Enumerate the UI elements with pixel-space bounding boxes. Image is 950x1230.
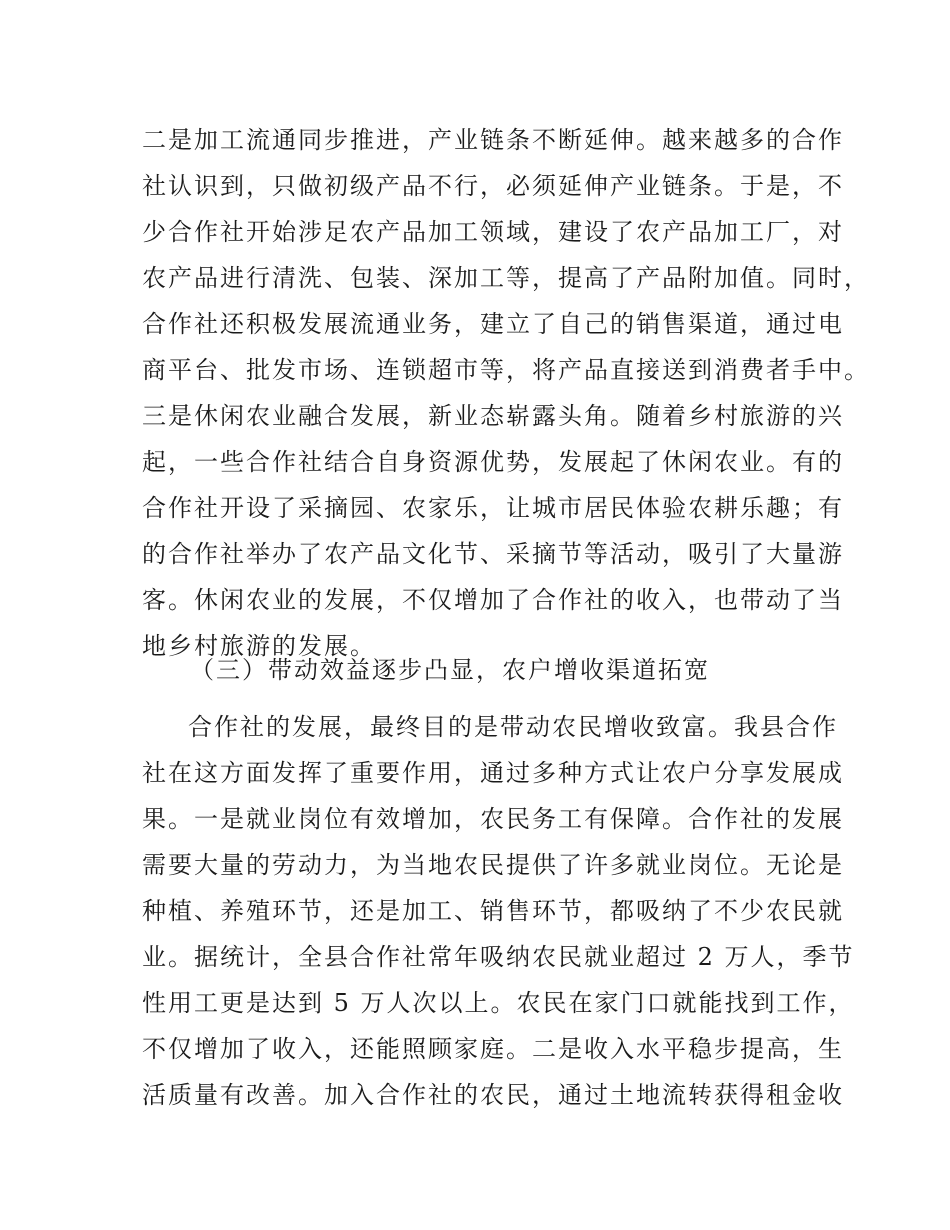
text-line: 起，一些合作社结合自身资源优势，发展起了休闲农业。有的	[142, 448, 844, 476]
text-line: 业。据统计，全县合作社常年吸纳农民就业超过 2 万人，季节	[142, 943, 855, 971]
text-line: 少合作社开始涉足农产品加工领域，建设了农产品加工厂，对	[142, 218, 844, 246]
text-line: 二是加工流通同步推进，产业链条不断延伸。越来越多的合作	[142, 126, 844, 154]
text-line: 社在这方面发挥了重要作用，通过多种方式让农户分享发展成	[142, 759, 844, 787]
text-line: 三是休闲农业融合发展，新业态崭露头角。随着乡村旅游的兴	[142, 402, 844, 430]
text-line: 合作社开设了采摘园、农家乐，让城市居民体验农耕乐趣；有	[142, 494, 844, 522]
text-line: 客。休闲农业的发展，不仅增加了合作社的收入，也带动了当	[142, 586, 844, 614]
text-line: 不仅增加了收入，还能照顾家庭。二是收入水平稳步提高，生	[142, 1035, 844, 1063]
text-line: 农产品进行清洗、包装、深加工等，提高了产品附加值。同时，	[142, 264, 870, 292]
text-line: 性用工更是达到 5 万人次以上。农民在家门口就能找到工作，	[142, 989, 855, 1017]
text-line: 种植、养殖环节，还是加工、销售环节，都吸纳了不少农民就	[142, 897, 844, 925]
section-heading: （三）带动效益逐步凸显，农户增收渠道拓宽	[190, 656, 710, 684]
text-line: 果。一是就业岗位有效增加，农民务工有保障。合作社的发展	[142, 805, 844, 833]
paragraph-processing-leisure	[142, 117, 870, 669]
text-line: 的合作社举办了农产品文化节、采摘节等活动，吸引了大量游	[142, 540, 844, 568]
paragraph-farmer-income	[142, 704, 855, 1118]
text-line: 合作社还积极发展流通业务，建立了自己的销售渠道，通过电	[142, 310, 844, 338]
text-line: 地乡村旅游的发展。	[142, 632, 376, 660]
text-line: 社认识到，只做初级产品不行，必须延伸产业链条。于是，不	[142, 172, 844, 200]
text-line: 需要大量的劳动力，为当地农民提供了许多就业岗位。无论是	[142, 851, 844, 879]
text-line: 商平台、批发市场、连锁超市等，将产品直接送到消费者手中。	[142, 356, 870, 384]
text-line: 合作社的发展，最终目的是带动农民增收致富。我县合作	[188, 713, 838, 741]
text-line: 活质量有改善。加入合作社的农民，通过土地流转获得租金收	[142, 1081, 844, 1109]
